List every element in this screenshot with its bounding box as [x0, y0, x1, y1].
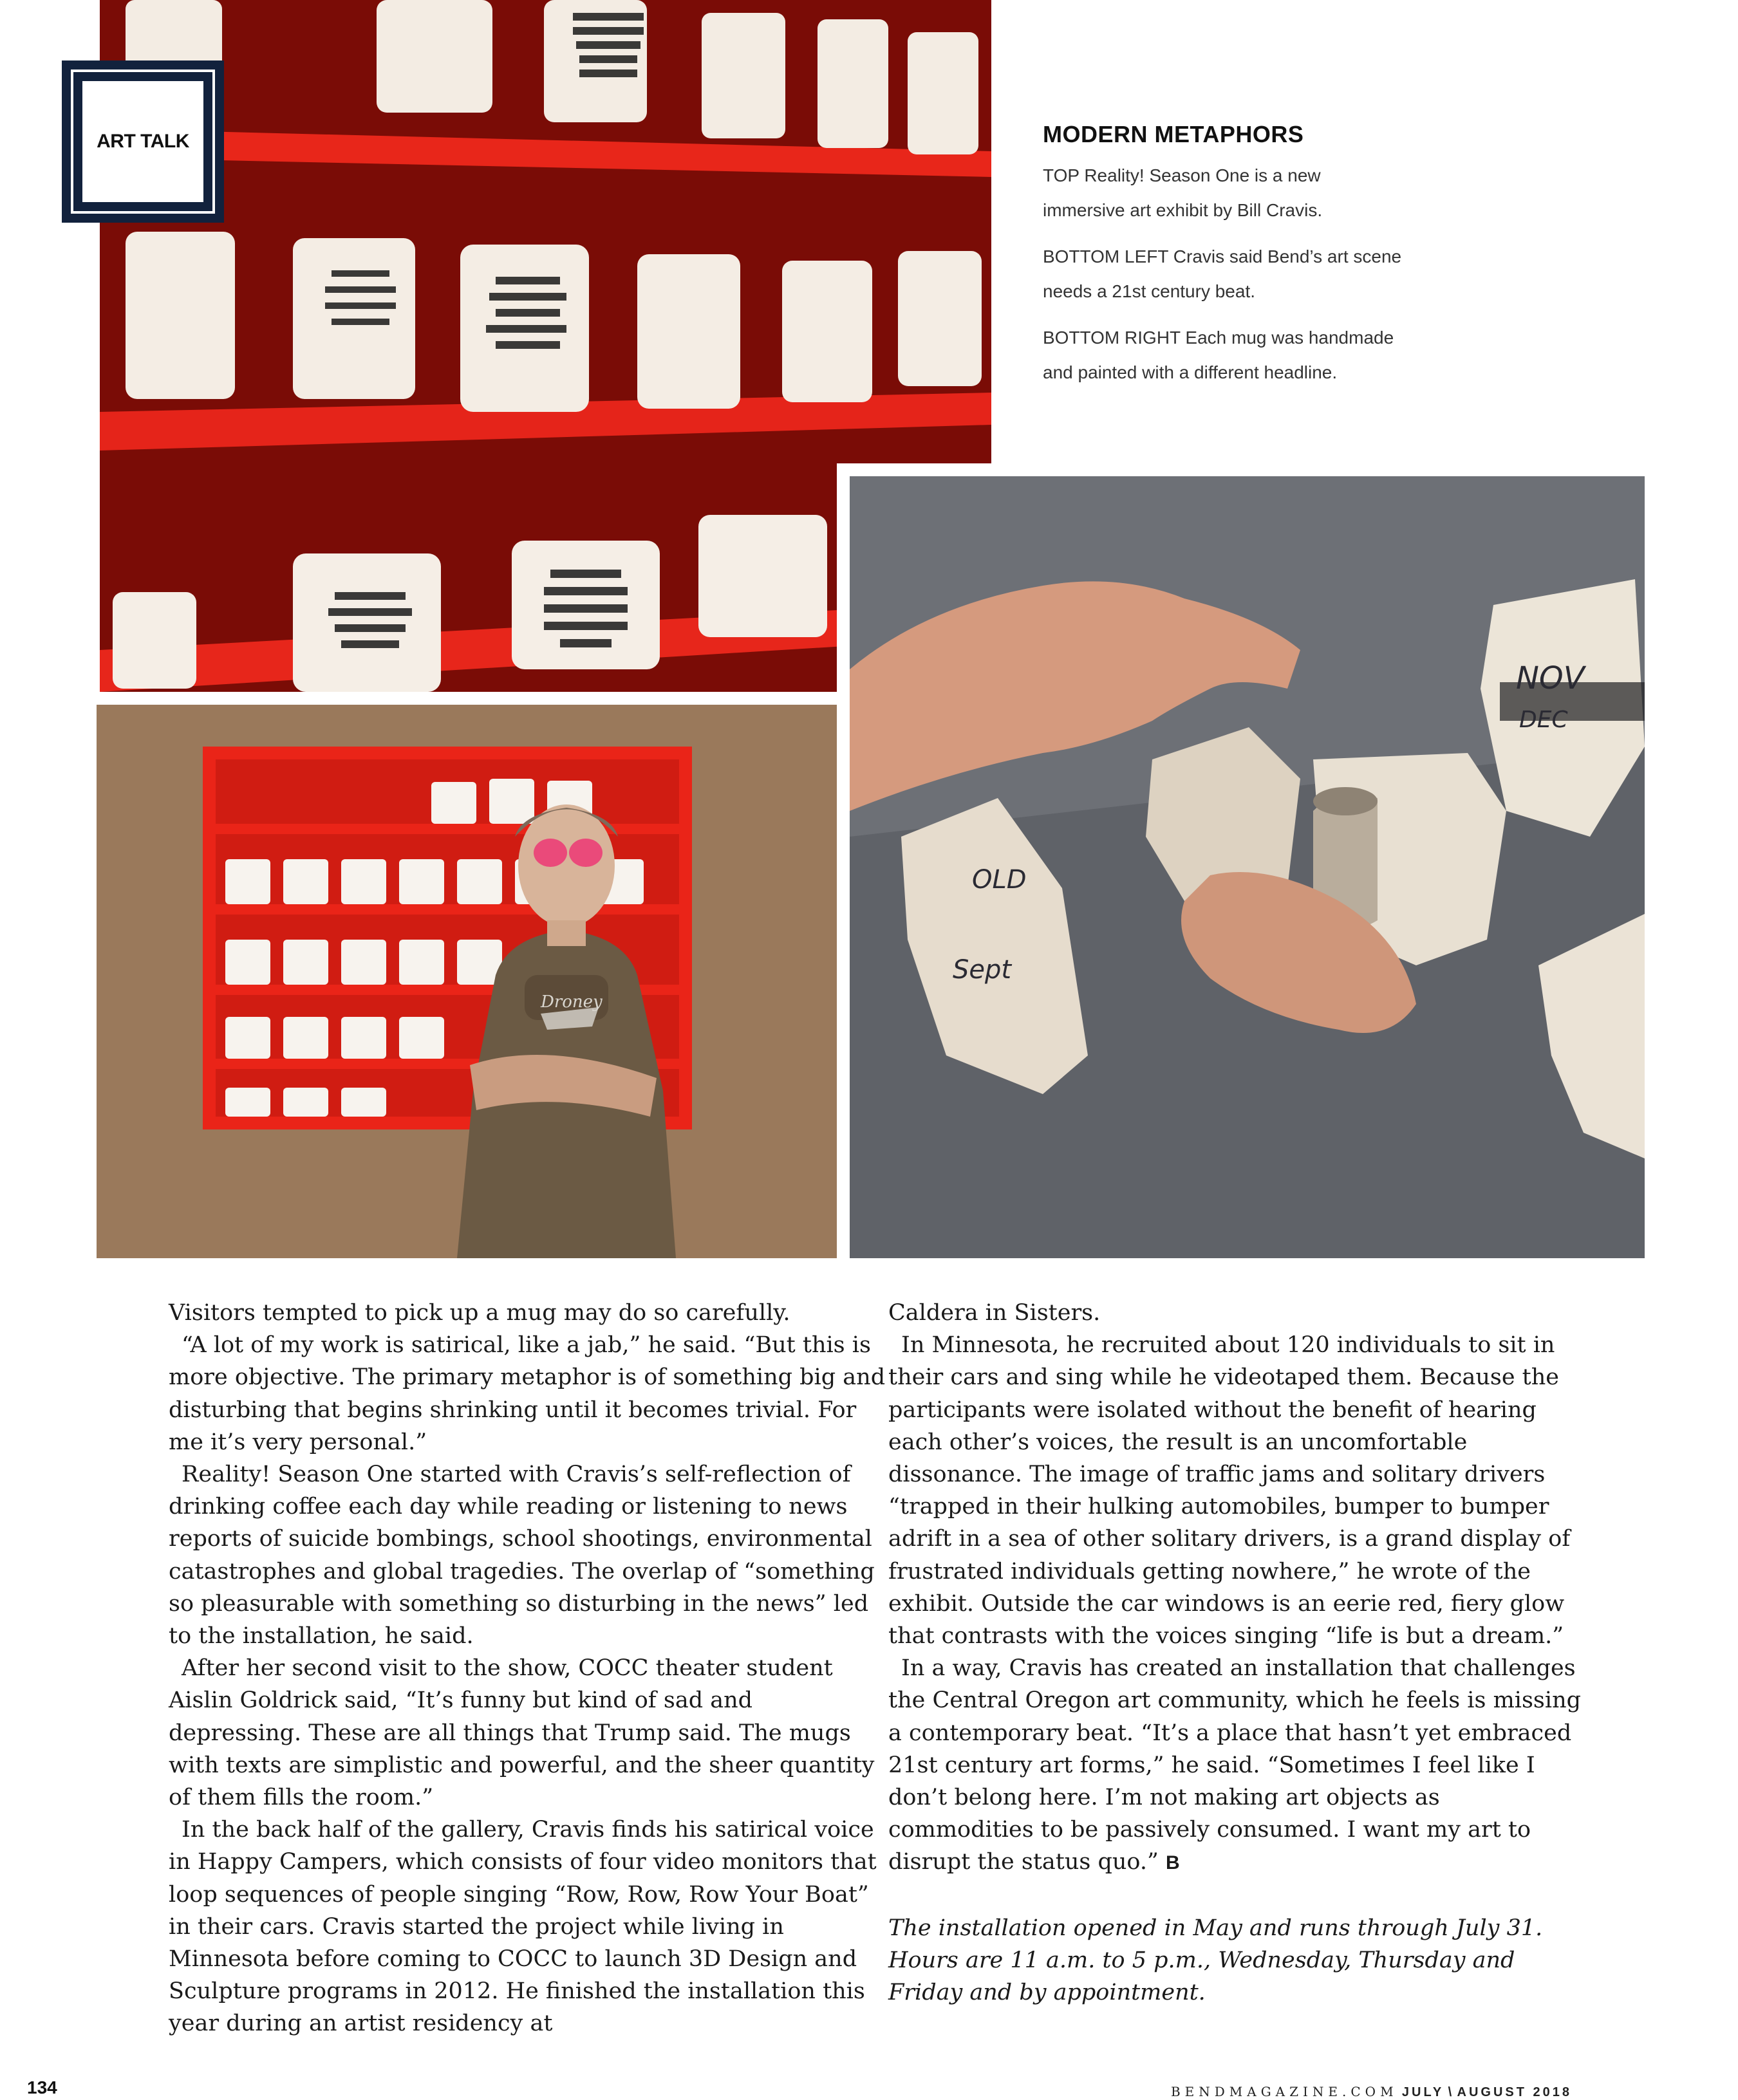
photo-hands-molds [837, 463, 1645, 1258]
footer-issue: AUGUST 2018 [1457, 2085, 1572, 2099]
article-paragraph: Reality! Season One started with Cravis’s self-reflection of drinking coffee each day while reading or listening to news reports of suicide bombings, school shootings, environmental catastrophes and global tragedies. The overlap of “something so pleasurable with something so disturbing in the news” led to the installation, he said. [169, 1462, 875, 1649]
photo-caption [1043, 121, 1403, 402]
mold-label: DEC [1519, 707, 1568, 733]
mold-label: OLD [972, 865, 1027, 895]
installation-note: The installation opened in May and runs through July 31. Hours are 11 a.m. to 5 p.m., Wednesday, Thursday and Friday and by appointment. [888, 1915, 1543, 2006]
article-paragraph: Caldera in Sisters. [888, 1300, 1101, 1326]
section-tag-label: ART TALK [82, 81, 203, 202]
caption-label: BOTTOM LEFT [1043, 246, 1168, 266]
end-mark-logo: B [1166, 1852, 1178, 1874]
caption-label: BOTTOM RIGHT [1043, 328, 1181, 348]
footer-issue-month: JULY [1401, 2085, 1444, 2099]
footer-separator: \ [1448, 2085, 1453, 2099]
article-paragraph: Visitors tempted to pick up a mug may do so carefully. [169, 1300, 790, 1326]
article-paragraph-text: In a way, Cravis has created an installation that challenges the Central Oregon art community, which he feels is missing a contemporary beat. “It’s a place that hasn’t yet embraced 21st century art forms,” he said. “Sometimes I feel like I don’t belong here. I’m not making art objects as commodities to be passively consumed. I want my art to disrupt the status quo.” [888, 1655, 1582, 1875]
article-paragraph-last [888, 1652, 1584, 1879]
article-paragraph: “A lot of my work is satirical, like a jab,” he said. “But this is more objective. The primary metaphor is of something big and disturbing that begins shrinking until it becomes trivial. For me it’s very personal.” [169, 1332, 886, 1455]
caption-title: MODERN METAPHORS [1043, 121, 1304, 147]
caption-bottom-right [1043, 321, 1403, 390]
caption-text: Each mug was handmade and painted with a different headline. [1043, 328, 1394, 382]
caption-label: TOP [1043, 165, 1079, 185]
mold-label: NOV [1516, 660, 1585, 696]
mold-label: Sept [953, 955, 1012, 985]
footer-site: BENDMAGAZINE.COM [1170, 2084, 1398, 2099]
section-tag [62, 60, 224, 223]
footer-publication [1171, 2084, 1572, 2100]
article-paragraph: In the back half of the gallery, Cravis finds his satirical voice in Happy Campers, which consists of four video monitors that loop sequences of people singing “Row, Row, Row Your Boat” in their cars. Cravis started the project while living in Minnesota before coming to COCC to launch 3D Design and Sculpture programs in 2012. He finished the installation this year during an artist residency at [169, 1817, 877, 2037]
caption-top [1043, 158, 1403, 228]
article-column-right [888, 1297, 1584, 2009]
caption-bottom-left [1043, 239, 1403, 309]
caption-text: Reality! Season One is a new immersive art exhibit by Bill Cravis. [1043, 165, 1323, 220]
shirt-text: Droney [541, 992, 603, 1012]
caption-text: Cravis said Bend’s art scene needs a 21st century beat. [1043, 246, 1402, 301]
article-paragraph: After her second visit to the show, COCC theater student Aislin Goldrick said, “It’s funny but kind of sad and depressing. These are all things that Trump said. The mugs with texts are simplistic and powerful, and the sheer quantity of them fills the room.” [169, 1655, 875, 1811]
article-column-left [169, 1297, 890, 2040]
article-paragraph: In Minnesota, he recruited about 120 individuals to sit in their cars and sing while he videotaped them. Because the participants were isolated without the benefit of hearing each other’s voices, the result is an uncomfortable dissonance. The image of traffic jams and solitary drivers “trapped in their hulking automobiles, bumper to bumper adrift in a sea of other solitary drivers, is a grand display of frustrated individuals getting nowhere,” he wrote of the exhibit. Outside the car windows is an eerie red, fiery glow that contrasts with the voices singing “life is but a dream.” [888, 1332, 1571, 1649]
page-number: 134 [27, 2077, 57, 2097]
photo-artist-portrait [97, 705, 837, 1258]
